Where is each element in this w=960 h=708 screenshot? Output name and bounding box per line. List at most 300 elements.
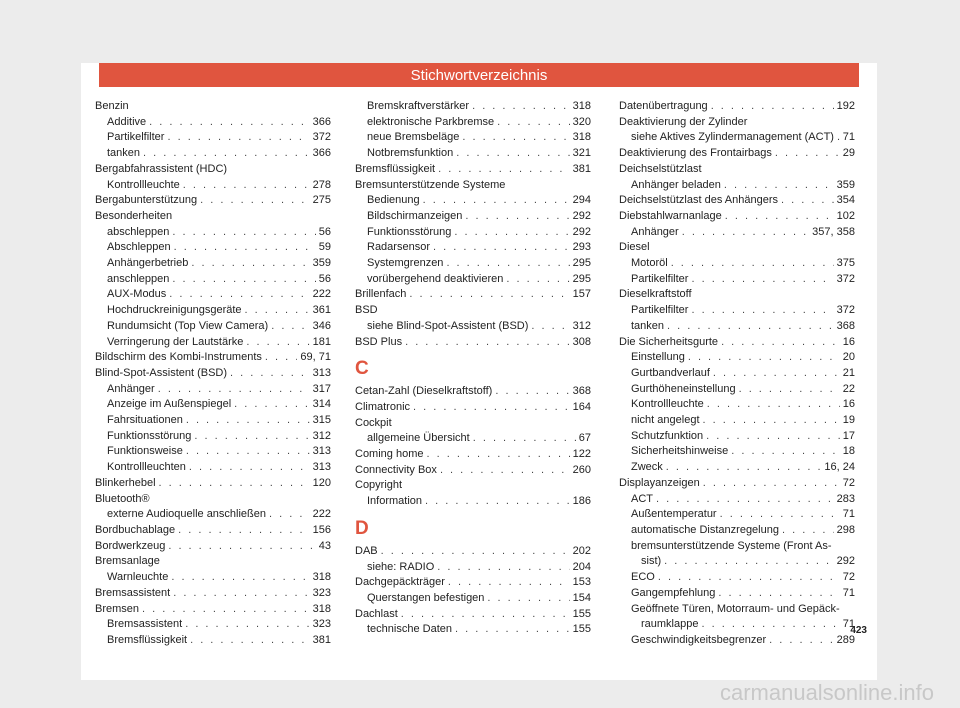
index-subentry: [619, 633, 855, 649]
dot-leader: [168, 539, 315, 555]
index-subentry: [355, 319, 591, 335]
dot-leader: [149, 115, 310, 131]
entry-term: Abschleppen: [107, 241, 171, 254]
dot-leader: [433, 240, 570, 256]
index-subentry: [619, 382, 855, 398]
entry-term: Partikelfilter: [631, 272, 689, 285]
entry-term: AUX-Modus: [107, 288, 167, 301]
entry-term: Kontrollleuchte: [631, 398, 704, 411]
entry-page-ref: 59: [318, 241, 331, 254]
dot-leader: [172, 225, 315, 241]
dot-leader: [381, 544, 570, 560]
entry-term: Dachlast: [355, 607, 398, 620]
entry-term: Funktionsweise: [107, 445, 183, 458]
entry-term: Dieselkraftstoff: [619, 288, 692, 301]
entry-term: Die Sicherheitsgurte: [619, 335, 719, 348]
index-entry: [619, 162, 855, 178]
entry-page-ref: 22: [842, 382, 855, 395]
dot-leader: [707, 397, 840, 413]
entry-page-ref: 17: [842, 429, 855, 442]
entry-term: Datenübertragung: [619, 100, 708, 112]
index-subentry: [355, 494, 591, 510]
entry-term: Bergabunterstützung: [95, 194, 198, 207]
dot-leader: [703, 476, 840, 492]
index-subentry: [95, 256, 331, 272]
section-title: Stichwortverzeichnis: [410, 66, 548, 84]
index-entry: [95, 492, 331, 508]
entry-page-ref: 318: [312, 571, 331, 584]
index-subentry: [355, 256, 591, 272]
entry-page-ref: 155: [572, 623, 591, 636]
entry-term: Schutzfunktion: [631, 429, 704, 442]
dot-leader: [731, 444, 840, 460]
entry-page-ref: 69, 71: [300, 351, 331, 364]
entry-page-ref: 71: [842, 508, 855, 521]
dot-leader: [425, 494, 570, 510]
entry-page-ref: 164: [572, 400, 591, 413]
index-subentry: [619, 256, 855, 272]
entry-page-ref: 181: [312, 335, 331, 348]
entry-term: Bergabfahrassistent (HDC): [95, 162, 228, 175]
entry-term: Information: [367, 495, 423, 508]
entry-term: anschleppen: [107, 272, 170, 285]
entry-page-ref: 102: [836, 209, 855, 222]
dot-leader: [724, 178, 834, 194]
dot-leader: [473, 431, 576, 447]
index-entry: [95, 554, 331, 570]
index-entry: [619, 335, 855, 351]
dot-leader: [405, 335, 570, 351]
entry-term: Copyright: [355, 479, 403, 492]
entry-term: Warnleuchte: [107, 571, 169, 584]
entry-page-ref: 278: [312, 178, 331, 191]
entry-term: Connectivity Box: [355, 463, 437, 476]
dot-leader: [703, 413, 840, 429]
dot-leader: [167, 130, 309, 146]
dot-leader: [691, 303, 833, 319]
dot-leader: [691, 272, 833, 288]
entry-term: Dachgepäckträger: [355, 576, 445, 589]
dot-leader: [172, 272, 315, 288]
dot-leader: [711, 99, 834, 115]
entry-term: siehe: RADIO: [367, 560, 435, 573]
entry-page-ref: 72: [842, 476, 855, 489]
entry-page-ref: 314: [312, 398, 331, 411]
dot-leader: [185, 617, 309, 633]
dot-leader: [271, 319, 309, 335]
index-subentry: [355, 193, 591, 209]
entry-term: Anhängerbetrieb: [107, 257, 189, 270]
index-subentry: [355, 240, 591, 256]
entry-page-ref: 292: [572, 225, 591, 238]
entry-page-ref: 381: [312, 633, 331, 646]
index-subentry: [619, 492, 855, 508]
index-subentry: [619, 602, 855, 618]
index-entry: [619, 287, 855, 303]
entry-term: automatische Distanzregelung: [631, 523, 779, 536]
dot-leader: [234, 397, 310, 413]
index-entry: [619, 209, 855, 225]
entry-term: Diesel: [619, 241, 650, 254]
entry-term: Verringerung der Lautstärke: [107, 335, 244, 348]
index-entry: [95, 193, 331, 209]
page-number: 423: [850, 625, 867, 636]
index-entry: [95, 99, 331, 115]
entry-term: Partikelfilter: [107, 131, 165, 144]
dot-leader: [173, 586, 309, 602]
index-subentry: [355, 209, 591, 225]
entry-page-ref: 292: [836, 555, 855, 568]
dot-leader: [174, 240, 316, 256]
dot-leader: [495, 384, 569, 400]
entry-page-ref: 361: [312, 304, 331, 317]
dot-leader: [169, 287, 309, 303]
dot-leader: [666, 460, 822, 476]
entry-term: Diebstahlwarnanlage: [619, 209, 722, 222]
entry-term: Einstellung: [631, 351, 685, 364]
index-entry: [355, 162, 591, 178]
index-subentry: [95, 507, 331, 523]
entry-term: Anhänger: [107, 382, 155, 395]
entry-page-ref: 16, 24: [824, 461, 855, 474]
dot-leader: [423, 193, 570, 209]
entry-term: Bildschirm des Kombi-Instruments: [95, 351, 262, 364]
entry-page-ref: 293: [572, 241, 591, 254]
index-subentry: [95, 272, 331, 288]
entry-page-ref: 359: [312, 257, 331, 270]
entry-page-ref: 368: [572, 385, 591, 398]
entry-term: Gurthöheneinstellung: [631, 382, 736, 395]
dot-leader: [775, 146, 840, 162]
index-subentry: [355, 130, 591, 146]
entry-term: Deaktivierung der Zylinder: [619, 115, 748, 128]
index-subentry: [619, 444, 855, 460]
entry-term: siehe Aktives Zylindermanagement (ACT): [631, 131, 834, 144]
entry-page-ref: 186: [572, 495, 591, 508]
index-subentry: [95, 413, 331, 429]
dot-leader: [159, 476, 310, 492]
entry-term: Sicherheitshinweise: [631, 445, 729, 458]
entry-term: Bremskraftverstärker: [367, 100, 470, 112]
entry-page-ref: 192: [836, 100, 855, 112]
entry-page-ref: 16: [842, 335, 855, 348]
entry-page-ref: 313: [312, 445, 331, 458]
index-subentry: [355, 560, 591, 576]
index-subentry: [619, 178, 855, 194]
dot-leader: [142, 602, 310, 618]
index-entry: [355, 544, 591, 560]
dot-leader: [426, 447, 569, 463]
entry-term: tanken: [107, 147, 141, 160]
entry-term: ACT: [631, 492, 653, 505]
index-subentry: [95, 178, 331, 194]
dot-leader: [171, 570, 309, 586]
index-entry: [355, 384, 591, 400]
dot-leader: [782, 523, 834, 539]
entry-term: Anhänger beladen: [631, 178, 721, 191]
entry-term: vorübergehend deaktivieren: [367, 272, 504, 285]
entry-term: abschleppen: [107, 225, 170, 238]
entry-page-ref: 381: [572, 162, 591, 175]
entry-term: Geöffnete Türen, Motorraum- und Gepäck-: [631, 602, 840, 615]
entry-page-ref: 323: [312, 586, 331, 599]
entry-page-ref: 56: [318, 272, 331, 285]
entry-term: Bremsunterstützende Systeme: [355, 178, 506, 191]
entry-term: Gangempfehlung: [631, 586, 716, 599]
dot-leader: [506, 272, 569, 288]
dot-leader: [462, 130, 569, 146]
entry-term: Deaktivierung des Frontairbags: [619, 147, 772, 160]
entry-term: Anhänger: [631, 225, 679, 238]
dot-leader: [158, 382, 310, 398]
entry-term: Motoröl: [631, 257, 668, 270]
index-subentry: [355, 146, 591, 162]
index-entry: [355, 607, 591, 623]
entry-page-ref: 368: [836, 319, 855, 332]
entry-term: Bremsassistent: [95, 586, 171, 599]
entry-term: allgemeine Übersicht: [367, 432, 470, 445]
entry-page-ref: 346: [312, 319, 331, 332]
entry-term: Außentemperatur: [631, 508, 717, 521]
dot-leader: [713, 366, 840, 382]
entry-page-ref: 67: [578, 432, 591, 445]
entry-term: neue Bremsbeläge: [367, 131, 460, 144]
entry-page-ref: 43: [318, 539, 331, 552]
dot-leader: [667, 319, 834, 335]
dot-leader: [245, 303, 310, 319]
index-subentry: [619, 225, 855, 241]
index-subentry: [95, 382, 331, 398]
entry-page-ref: 375: [836, 257, 855, 270]
index-subentry: [619, 319, 855, 335]
entry-page-ref: 202: [572, 544, 591, 557]
index-subentry: [619, 554, 855, 570]
dot-leader: [456, 146, 569, 162]
entry-term: Zweck: [631, 461, 663, 474]
dot-leader: [190, 633, 310, 649]
entry-page-ref: 318: [312, 602, 331, 615]
index-subentry: [619, 539, 855, 555]
entry-page-ref: 372: [836, 272, 855, 285]
index-subentry: [95, 146, 331, 162]
index-subentry: [619, 523, 855, 539]
index-subentry: [619, 397, 855, 413]
entry-term: Bremsassistent: [107, 618, 183, 631]
index-subentry: [619, 130, 855, 146]
entry-term: Additive: [107, 115, 147, 128]
entry-term: Bluetooth®: [95, 492, 150, 505]
dot-leader: [183, 178, 310, 194]
entry-page-ref: 71: [842, 586, 855, 599]
index-subentry: [95, 444, 331, 460]
entry-term: raumklappe: [641, 618, 699, 631]
index-entry: [355, 400, 591, 416]
dot-leader: [191, 256, 309, 272]
entry-page-ref: 323: [312, 618, 331, 631]
entry-page-ref: 312: [312, 429, 331, 442]
dot-leader: [720, 507, 840, 523]
dot-leader: [531, 319, 569, 335]
entry-page-ref: 366: [312, 147, 331, 160]
entry-term: Displayanzeigen: [619, 476, 700, 489]
dot-leader: [448, 575, 570, 591]
entry-term: Bedienung: [367, 194, 420, 207]
entry-page-ref: 295: [572, 257, 591, 270]
entry-page-ref: 19: [842, 414, 855, 427]
dot-leader: [246, 335, 309, 351]
index-subentry: [95, 570, 331, 586]
index-entry: [355, 447, 591, 463]
index-subentry: [619, 507, 855, 523]
index-entry: [619, 240, 855, 256]
entry-page-ref: 357, 358: [812, 225, 855, 238]
entry-term: Coming home: [355, 448, 424, 461]
entry-page-ref: 56: [318, 225, 331, 238]
dot-leader: [664, 554, 833, 570]
entry-term: tanken: [631, 319, 665, 332]
index-subentry: [619, 570, 855, 586]
entry-page-ref: 71: [842, 618, 855, 631]
entry-page-ref: 260: [572, 463, 591, 476]
dot-leader: [497, 115, 569, 131]
index-entry: [355, 575, 591, 591]
entry-term: ECO: [631, 571, 655, 584]
entry-term: Cockpit: [355, 416, 392, 429]
entry-term: DAB: [355, 544, 378, 557]
index-subentry: [355, 431, 591, 447]
index-entry: [95, 602, 331, 618]
index-subentry: [95, 633, 331, 649]
dot-leader: [769, 633, 834, 649]
index-subentry: [95, 319, 331, 335]
dot-leader: [178, 523, 310, 539]
index-subentry: [619, 586, 855, 602]
index-subentry: [95, 287, 331, 303]
entry-page-ref: 18: [842, 445, 855, 458]
dot-leader: [658, 570, 840, 586]
dot-leader: [656, 492, 834, 508]
entry-page-ref: 372: [312, 131, 331, 144]
index-entry: [355, 335, 591, 351]
index-subentry: [619, 272, 855, 288]
entry-term: Deichselstützlast: [619, 162, 702, 175]
dot-leader: [472, 99, 570, 115]
index-entry: [95, 539, 331, 555]
index-entry: [95, 476, 331, 492]
entry-page-ref: 153: [572, 576, 591, 589]
entry-term: Systemgrenzen: [367, 257, 444, 270]
index-entry: [619, 99, 855, 115]
index-subentry: [355, 272, 591, 288]
index-entry: [619, 193, 855, 209]
dot-leader: [718, 586, 839, 602]
dot-leader: [230, 366, 310, 382]
entry-page-ref: 156: [312, 523, 331, 536]
entry-term: Blinkerhebel: [95, 476, 156, 489]
entry-page-ref: 308: [572, 335, 591, 348]
index-subentry: [95, 303, 331, 319]
entry-term: elektronische Parkbremse: [367, 115, 495, 128]
index-subentry: [95, 225, 331, 241]
index-column-2: [355, 99, 591, 638]
dot-leader: [725, 209, 834, 225]
entry-page-ref: 155: [572, 607, 591, 620]
entry-page-ref: 289: [836, 633, 855, 646]
entry-page-ref: 157: [572, 288, 591, 301]
entry-term: Bremsanlage: [95, 555, 160, 568]
entry-page-ref: 298: [836, 523, 855, 536]
dot-leader: [186, 413, 310, 429]
dot-leader: [189, 460, 310, 476]
entry-term: Bremsflüssigkeit: [107, 633, 188, 646]
entry-term: bremsunterstützende Systeme (Front As-: [631, 539, 832, 552]
index-subentry: [355, 115, 591, 131]
index-entry: [95, 523, 331, 539]
index-entry: [95, 366, 331, 382]
dot-leader: [721, 335, 840, 351]
dot-leader: [837, 130, 840, 146]
index-subentry: [95, 397, 331, 413]
entry-term: technische Daten: [367, 623, 452, 636]
entry-term: Blind-Spot-Assistent (BSD): [95, 366, 228, 379]
entry-term: Funktionsstörung: [107, 429, 192, 442]
dot-leader: [186, 444, 310, 460]
index-entry: [355, 303, 591, 319]
entry-term: Notbremsfunktion: [367, 147, 454, 160]
entry-term: Hochdruckreinigungsgeräte: [107, 304, 242, 317]
entry-term: Cetan-Zahl (Dieselkraftstoff): [355, 385, 493, 398]
entry-page-ref: 318: [572, 100, 591, 112]
dot-leader: [688, 350, 840, 366]
index-letter-heading: C: [355, 358, 369, 380]
entry-page-ref: 20: [842, 351, 855, 364]
entry-page-ref: 222: [312, 508, 331, 521]
dot-leader: [265, 350, 298, 366]
dot-leader: [739, 382, 840, 398]
entry-page-ref: 122: [572, 448, 591, 461]
entry-page-ref: 283: [836, 492, 855, 505]
entry-term: externe Audioquelle anschließen: [107, 508, 267, 521]
index-subentry: [355, 225, 591, 241]
entry-page-ref: 71: [842, 131, 855, 144]
index-entry: [619, 476, 855, 492]
dot-leader: [409, 287, 569, 303]
watermark: carmanualsonline.info: [719, 680, 934, 705]
index-subentry: [95, 130, 331, 146]
index-entry: [355, 287, 591, 303]
entry-term: Kontrollleuchten: [107, 461, 186, 474]
entry-term: Bremsen: [95, 602, 140, 615]
dot-leader: [438, 162, 570, 178]
index-entry: [355, 478, 591, 494]
index-entry: [95, 209, 331, 225]
index-subentry: [619, 350, 855, 366]
entry-page-ref: 154: [572, 591, 591, 604]
index-page: [81, 63, 877, 680]
index-subentry: [95, 617, 331, 633]
entry-page-ref: 354: [836, 194, 855, 207]
dot-leader: [143, 146, 310, 162]
index-subentry: [95, 335, 331, 351]
dot-leader: [440, 463, 570, 479]
entry-term: sist): [641, 555, 662, 568]
index-letter-heading: D: [355, 517, 369, 539]
dot-leader: [455, 622, 570, 638]
entry-page-ref: 72: [842, 571, 855, 584]
entry-term: Bremsflüssigkeit: [355, 162, 436, 175]
index-entry: [355, 416, 591, 432]
entry-page-ref: 372: [836, 304, 855, 317]
